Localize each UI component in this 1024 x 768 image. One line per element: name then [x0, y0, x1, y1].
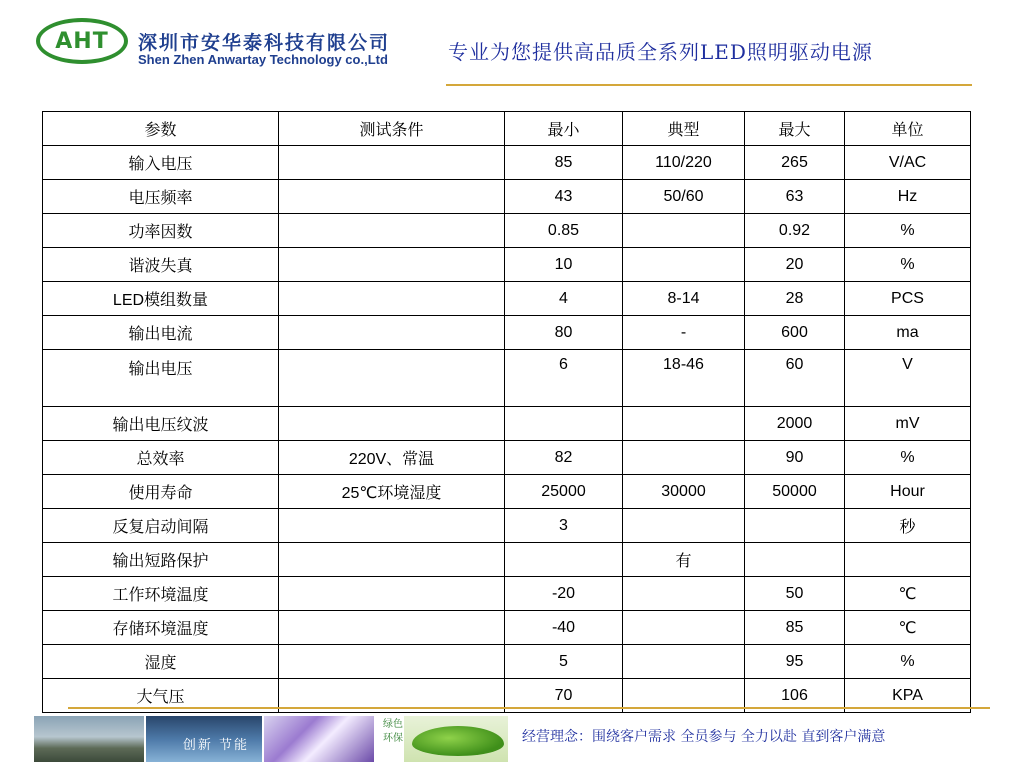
led-strip-photo [264, 716, 374, 762]
table-cell: 输出电流 [43, 316, 279, 350]
table-cell: 60 [745, 350, 845, 407]
table-cell: mV [845, 407, 971, 441]
table-cell: - [623, 316, 745, 350]
green-text-line: 绿色 [383, 719, 403, 730]
footer-divider [68, 707, 990, 709]
banner-text: 创新 节能 [182, 737, 250, 753]
column-header: 典型 [623, 112, 745, 146]
table-cell: 存储环境温度 [43, 611, 279, 645]
table-cell [505, 407, 623, 441]
table-cell: 秒 [845, 509, 971, 543]
table-cell [279, 611, 505, 645]
table-cell: 0.92 [745, 214, 845, 248]
table-cell: 输入电压 [43, 146, 279, 180]
table-cell: % [845, 645, 971, 679]
table-cell: % [845, 441, 971, 475]
table-cell: 2000 [745, 407, 845, 441]
table-cell: 反复启动间隔 [43, 509, 279, 543]
table-cell: 95 [745, 645, 845, 679]
table-cell: 输出短路保护 [43, 543, 279, 577]
table-cell: V [845, 350, 971, 407]
table-cell: 湿度 [43, 645, 279, 679]
table-cell: -40 [505, 611, 623, 645]
table-row [43, 441, 971, 475]
table-cell [845, 543, 971, 577]
table-header-row [43, 112, 971, 146]
table-row [43, 611, 971, 645]
spec-table [42, 111, 971, 713]
table-cell: 70 [505, 679, 623, 713]
table-cell [279, 407, 505, 441]
table-cell: 工作环境温度 [43, 577, 279, 611]
table-cell [623, 645, 745, 679]
pea-pod-shape [412, 726, 504, 756]
column-header: 测试条件 [279, 112, 505, 146]
table-cell: 25℃环境湿度 [279, 475, 505, 509]
table-cell: 电压频率 [43, 180, 279, 214]
table-cell: 85 [505, 146, 623, 180]
table-cell: 50000 [745, 475, 845, 509]
table-cell: 8-14 [623, 282, 745, 316]
table-cell: 106 [745, 679, 845, 713]
table-cell [279, 316, 505, 350]
table-cell: 85 [745, 611, 845, 645]
table-cell: V/AC [845, 146, 971, 180]
green-text-line: 环保 [383, 733, 403, 744]
table-cell [623, 248, 745, 282]
table-cell: 谐波失真 [43, 248, 279, 282]
table-cell: 80 [505, 316, 623, 350]
table-cell [279, 282, 505, 316]
table-cell [623, 577, 745, 611]
table-row [43, 407, 971, 441]
header-divider [446, 84, 972, 86]
table-cell: 5 [505, 645, 623, 679]
column-header: 最大 [745, 112, 845, 146]
table-cell: 3 [505, 509, 623, 543]
table-cell: ma [845, 316, 971, 350]
table-cell [279, 146, 505, 180]
column-header: 最小 [505, 112, 623, 146]
pea-pod-image [404, 716, 508, 762]
table-cell: 输出电压纹波 [43, 407, 279, 441]
table-cell: Hz [845, 180, 971, 214]
table-row [43, 577, 971, 611]
table-cell: 50 [745, 577, 845, 611]
table-cell: 90 [745, 441, 845, 475]
table-cell: 使用寿命 [43, 475, 279, 509]
table-cell: 0.85 [505, 214, 623, 248]
table-cell [279, 645, 505, 679]
table-row [43, 282, 971, 316]
table-cell [745, 509, 845, 543]
table-cell: 输出电压 [43, 350, 279, 407]
table-cell [623, 407, 745, 441]
table-cell: ℃ [845, 611, 971, 645]
table-cell [745, 543, 845, 577]
table-cell: PCS [845, 282, 971, 316]
table-row [43, 543, 971, 577]
company-name-cn: 深圳市安华泰科技有限公司 [138, 32, 391, 54]
table-cell: 600 [745, 316, 845, 350]
table-row [43, 248, 971, 282]
table-row [43, 180, 971, 214]
table-row [43, 146, 971, 180]
table-cell: 大气压 [43, 679, 279, 713]
table-row [43, 350, 971, 407]
table-cell: 6 [505, 350, 623, 407]
table-cell [279, 214, 505, 248]
table-cell: 50/60 [623, 180, 745, 214]
table-row [43, 316, 971, 350]
table-cell: 28 [745, 282, 845, 316]
table-cell: KPA [845, 679, 971, 713]
table-cell: 10 [505, 248, 623, 282]
table-cell: % [845, 214, 971, 248]
table-cell: 82 [505, 441, 623, 475]
table-row [43, 475, 971, 509]
column-header: 参数 [43, 112, 279, 146]
table-cell: 20 [745, 248, 845, 282]
table-cell: 110/220 [623, 146, 745, 180]
table-cell [279, 509, 505, 543]
company-logo [36, 18, 128, 64]
table-cell [623, 441, 745, 475]
table-cell: 总效率 [43, 441, 279, 475]
table-cell: 功率因数 [43, 214, 279, 248]
table-cell: 63 [745, 180, 845, 214]
table-cell [279, 577, 505, 611]
table-cell [623, 214, 745, 248]
table-cell: 18-46 [623, 350, 745, 407]
table-cell: ℃ [845, 577, 971, 611]
table-cell [279, 248, 505, 282]
table-cell: Hour [845, 475, 971, 509]
table-row [43, 645, 971, 679]
table-cell: LED模组数量 [43, 282, 279, 316]
table-cell: 4 [505, 282, 623, 316]
table-row [43, 214, 971, 248]
table-cell [279, 350, 505, 407]
fountain-photo [146, 716, 262, 762]
table-cell: % [845, 248, 971, 282]
table-cell [279, 543, 505, 577]
table-cell [505, 543, 623, 577]
table-cell: 265 [745, 146, 845, 180]
business-philosophy-text: 经营理念：围绕客户需求 全员参与 全力以赴 直到客户满意 [522, 729, 886, 745]
table-row [43, 509, 971, 543]
column-header: 单位 [845, 112, 971, 146]
table-cell: 43 [505, 180, 623, 214]
table-cell: 25000 [505, 475, 623, 509]
street-light-photo [34, 716, 144, 762]
table-cell: 有 [623, 543, 745, 577]
table-cell [623, 509, 745, 543]
table-cell: 30000 [623, 475, 745, 509]
logo-text: AHT [55, 28, 109, 54]
table-cell: -20 [505, 577, 623, 611]
table-cell [623, 611, 745, 645]
table-cell: 220V、常温 [279, 441, 505, 475]
table-cell [279, 180, 505, 214]
page-slogan: 专业为您提供高品质全系列LED照明驱动电源 [448, 40, 873, 64]
company-name-en: Shen Zhen Anwartay Technology co.,Ltd [138, 52, 388, 67]
